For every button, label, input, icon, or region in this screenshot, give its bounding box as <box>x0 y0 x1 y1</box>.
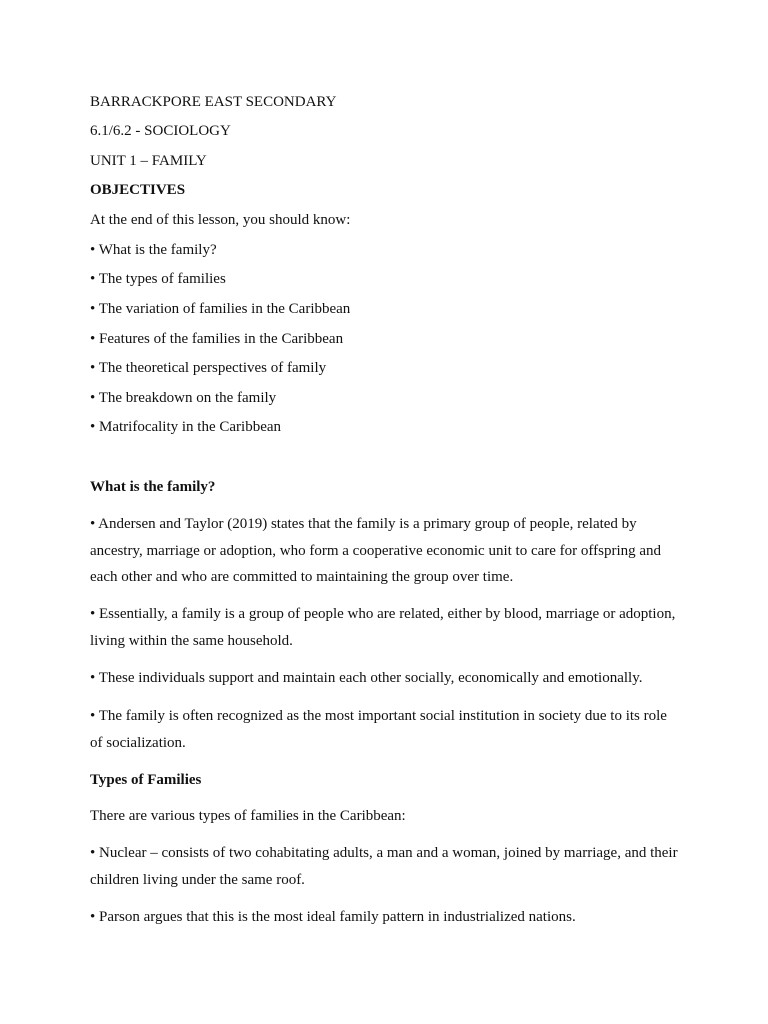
school-name: BARRACKPORE EAST SECONDARY <box>90 94 337 110</box>
unit-title: UNIT 1 – FAMILY <box>90 153 207 169</box>
objective-item: • Features of the families in the Caribbean <box>90 331 344 347</box>
paragraph: There are various types of families in the Caribbean: <box>90 808 406 824</box>
objectives-heading: OBJECTIVES <box>90 182 186 198</box>
paragraph: • Nuclear – consists of two cohabitating adults, a man and a woman, joined by marriage, and their children living under the same roof. <box>90 845 678 888</box>
paragraph: • Essentially, a family is a group of people who are related, either by blood, marriage or adoption, living within the same household. <box>90 606 676 649</box>
objectives-intro: At the end of this lesson, you should know: <box>90 212 351 228</box>
objective-item: • The theoretical perspectives of family <box>90 360 327 376</box>
paragraph: • Parson argues that this is the most ideal family pattern in industrialized nations. <box>90 909 576 925</box>
objective-item: • The variation of families in the Caribbean <box>90 301 351 317</box>
objective-item: • Matrifocality in the Caribbean <box>90 419 282 435</box>
objective-item: • What is the family? <box>90 242 217 258</box>
objective-item: • The types of families <box>90 271 226 287</box>
objective-item: • The breakdown on the family <box>90 390 277 406</box>
paragraph: • The family is often recognized as the most important social institution in society due to its role of socialization. <box>90 708 667 751</box>
paragraph: • Andersen and Taylor (2019) states that the family is a primary group of people, related by ancestry, marriage or adoption, who form a cooperative economic unit to care for offspring and each other and who are committed to maintaining the group over time. <box>90 516 662 586</box>
paragraph: • These individuals support and maintain each other socially, economically and emotionally. <box>90 670 643 686</box>
section-heading-family: What is the family? <box>90 479 216 495</box>
section-heading-types: Types of Families <box>90 772 202 788</box>
course-code: 6.1/6.2 - SOCIOLOGY <box>90 123 231 139</box>
